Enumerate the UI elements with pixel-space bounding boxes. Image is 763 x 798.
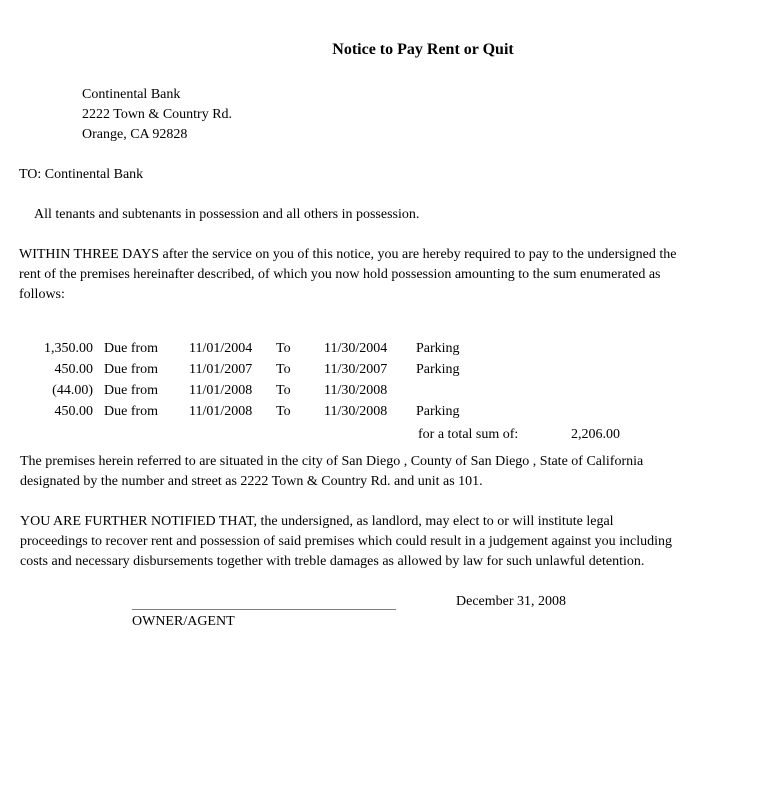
row-amount: 450.00 xyxy=(54,362,93,377)
row-due-label: Due from xyxy=(104,383,159,398)
premises-line-2: designated by the number and street as 2222 Town & Country Rd. and unit as 101. xyxy=(20,474,483,489)
notice-date: December 31, 2008 xyxy=(456,594,567,609)
within-line-3: follows: xyxy=(19,287,65,302)
further-line-1: YOU ARE FURTHER NOTIFIED THAT, the undersigned, as landlord, may elect to or will institute legal xyxy=(20,514,614,529)
signature-line xyxy=(132,609,396,610)
row-to-label: To xyxy=(276,404,291,419)
total-value: 2,206.00 xyxy=(571,427,620,442)
row-amount: (44.00) xyxy=(52,383,93,398)
further-line-3: costs and necessary disbursements together with treble damages as allowed by law for such unlawful detention. xyxy=(20,554,645,569)
row-due-label: Due from xyxy=(104,362,159,377)
row-due-label: Due from xyxy=(104,404,159,419)
row-from-date: 11/01/2004 xyxy=(189,341,253,356)
row-to-label: To xyxy=(276,383,291,398)
row-to-label: To xyxy=(276,341,291,356)
row-to-date: 11/30/2008 xyxy=(324,404,388,419)
address-line-2: 2222 Town & Country Rd. xyxy=(82,107,233,122)
to-line: TO: Continental Bank xyxy=(19,167,144,182)
premises-line-1: The premises herein referred to are situated in the city of San Diego , County of San Diego , State of California xyxy=(20,454,644,469)
row-to-date: 11/30/2008 xyxy=(324,383,388,398)
address-line-1: Continental Bank xyxy=(82,87,181,102)
signature-label: OWNER/AGENT xyxy=(132,614,235,629)
total-label: for a total sum of: xyxy=(418,427,519,442)
row-to-date: 11/30/2007 xyxy=(324,362,388,377)
row-due-label: Due from xyxy=(104,341,159,356)
tenants-line: All tenants and subtenants in possession and all others in possession. xyxy=(34,207,420,222)
row-amount: 1,350.00 xyxy=(44,341,93,356)
row-amount: 450.00 xyxy=(54,404,93,419)
row-from-date: 11/01/2008 xyxy=(189,404,253,419)
row-description: Parking xyxy=(416,404,460,419)
row-from-date: 11/01/2008 xyxy=(189,383,253,398)
row-description: Parking xyxy=(416,341,460,356)
further-line-2: proceedings to recover rent and possession of said premises which could result in a judgement against you including xyxy=(20,534,673,549)
row-from-date: 11/01/2007 xyxy=(189,362,253,377)
row-to-label: To xyxy=(276,362,291,377)
row-description: Parking xyxy=(416,362,460,377)
address-line-3: Orange, CA 92828 xyxy=(82,127,188,142)
document-title: Notice to Pay Rent or Quit xyxy=(332,41,514,58)
within-line-2: rent of the premises hereinafter described, of which you now hold possession amounting to the sum enumerated as xyxy=(19,267,661,282)
within-line-1: WITHIN THREE DAYS after the service on you of this notice, you are hereby required to pay to the undersigned the xyxy=(19,247,677,262)
row-to-date: 11/30/2004 xyxy=(324,341,388,356)
